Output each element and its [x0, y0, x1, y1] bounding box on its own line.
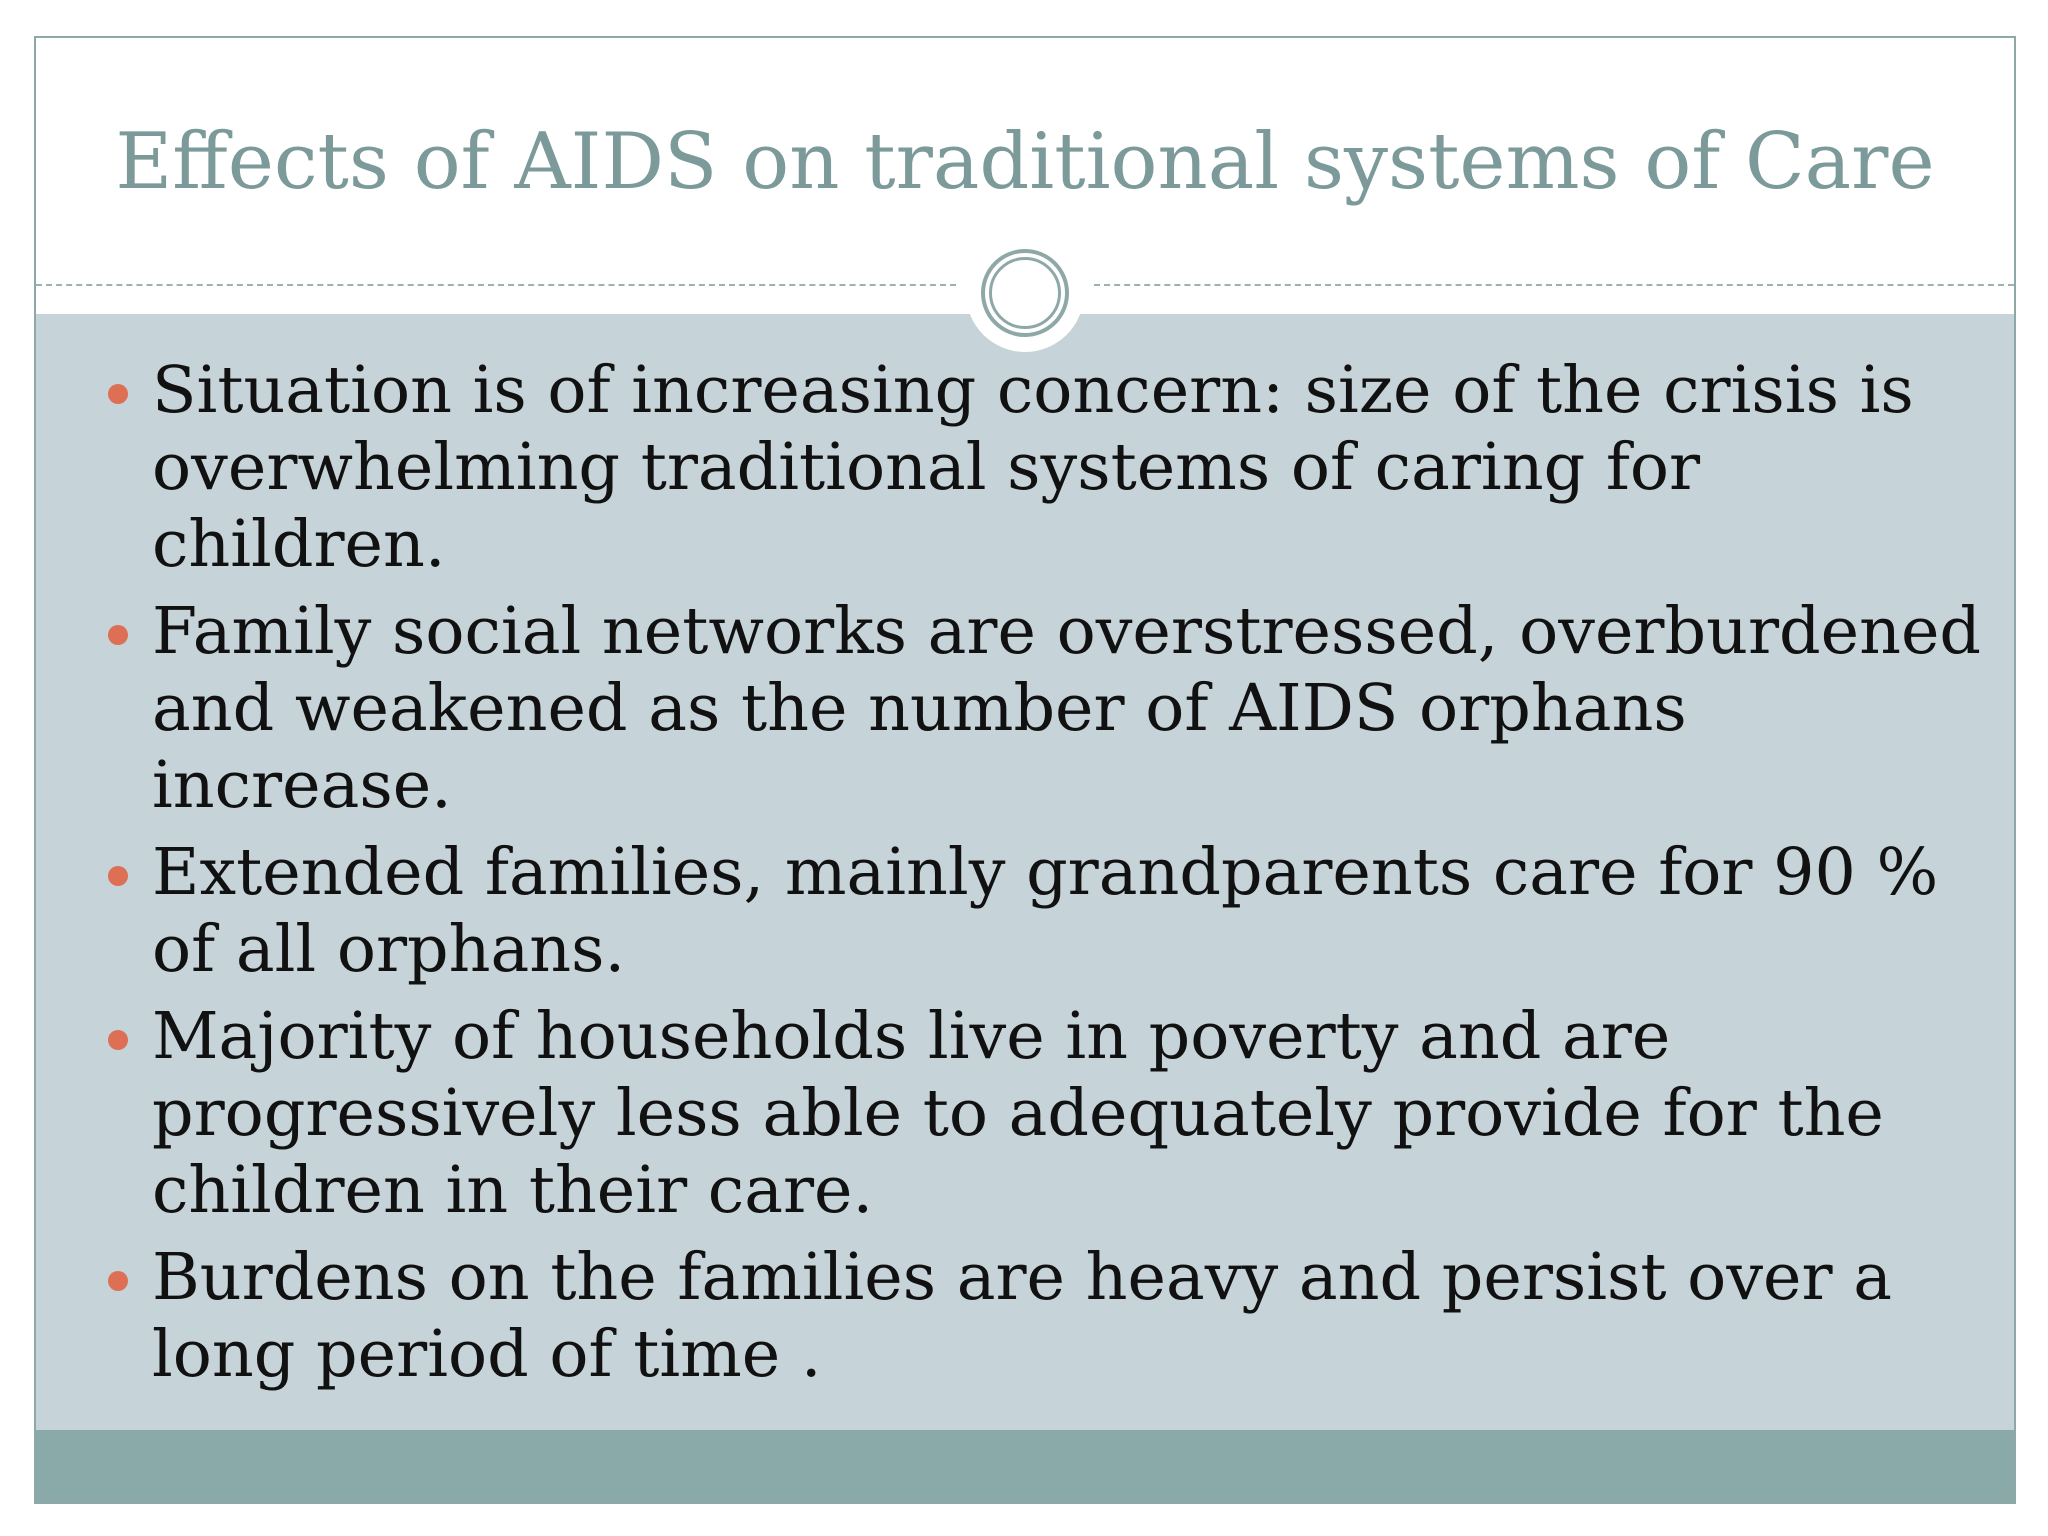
- bullet-item: [152, 998, 1992, 1229]
- bullet-text: Burdens on the families are heavy and persist over a long period of time .: [152, 1240, 1892, 1392]
- bullet-item: [152, 593, 1992, 824]
- dot-bullet-icon: [108, 625, 128, 645]
- bullet-item: [152, 352, 1992, 583]
- double-ring-inner-icon: [989, 257, 1061, 329]
- bullet-text: Family social networks are overstressed, overburdened and weakened as the number of AIDS orphans increase.: [152, 594, 1982, 823]
- dot-bullet-icon: [108, 384, 128, 404]
- bullet-item: [152, 834, 1992, 988]
- dot-bullet-icon: [108, 1030, 128, 1050]
- bullet-item: [152, 1239, 1992, 1393]
- bullet-list: [152, 352, 1992, 1403]
- bullet-text: Extended families, mainly grandparents care for 90 % of all orphans.: [152, 835, 1939, 987]
- bullet-text: Majority of households live in poverty and are progressively less able to adequately provide for the children in their care.: [152, 999, 1884, 1228]
- dot-bullet-icon: [108, 1271, 128, 1291]
- divider-line-right: [1094, 284, 2014, 286]
- divider-line-left: [36, 284, 956, 286]
- footer-band: [36, 1430, 2014, 1502]
- slide-title: Effects of AIDS on traditional systems of Care: [115, 117, 1935, 207]
- dot-bullet-icon: [108, 866, 128, 886]
- bullet-text: Situation is of increasing concern: size of the crisis is overwhelming traditional systems of caring for children.: [152, 353, 1914, 582]
- slide: [34, 36, 2016, 1504]
